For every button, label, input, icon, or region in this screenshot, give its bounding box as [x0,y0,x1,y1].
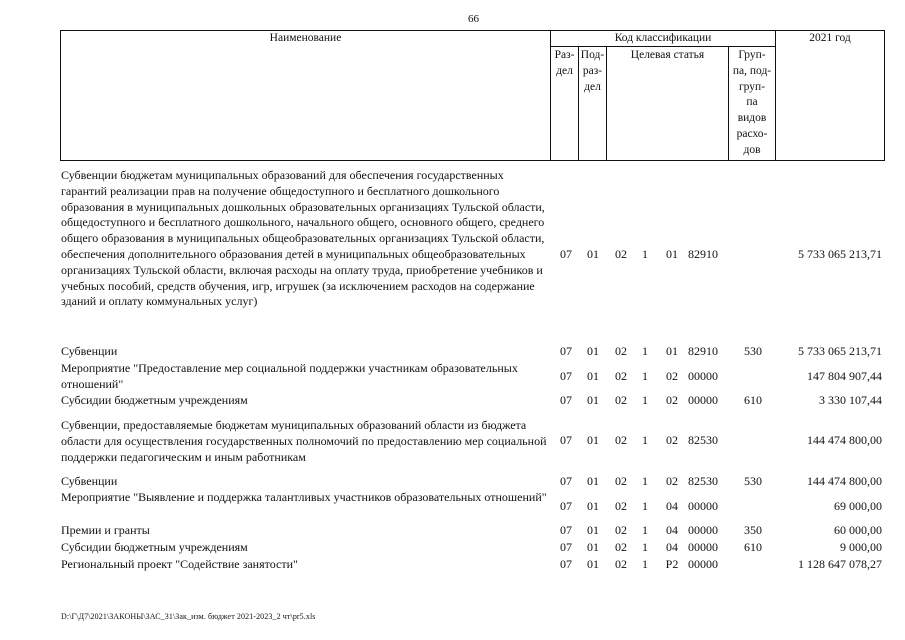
header-vid [729,48,775,159]
header-vid-line: Груп- [738,49,766,61]
row-name: Субсидии бюджетным учреждениям [61,540,248,554]
row-amount: 69 000,00 [834,499,882,513]
row-podrazdel: 01 [587,344,599,358]
row-program: 02 [615,499,627,513]
row-code: 00000 [688,499,718,513]
header-target: Целевая статья [630,49,705,61]
header-podrazdel-line: раз- [582,64,603,77]
row-code: 00000 [688,523,718,537]
header-vid-line: па, под- [732,64,772,77]
row-name: Субвенции бюджетам муниципальных образований для обеспечения государственных гарантий реализации прав на получение общедоступного и бесплатного дошкольного образования в муниципальных дошкольных образовательных организациях Тульской области, общедоступного и бесплатного дошкольного, начального общего, основного общего, среднего общего образования в муниципальных общеобразовательных организациях Тульской области, обеспечения дополнительного образования детей в муниципальных общеобразовательных организациях Тульской области, включая расходы на оплату труда, приобретение учебников и учебных пособий, средств обучения, игр, игрушек (за исключением расходов на содержание зданий и оплату коммунальных услуг) [61,168,545,309]
header-classification: Код классификации [614,32,712,44]
row-subprogram: 1 [642,523,648,537]
row-name: Субвенции [61,474,118,488]
page-number: 66 [468,13,479,25]
row-razdel: 07 [560,344,572,358]
row-program: 02 [615,247,627,261]
header-vid-line: видов [737,112,767,125]
row-amount: 3 330 107,44 [819,393,882,407]
header-year: 2021 год [809,32,851,44]
row-direction: 02 [666,433,678,447]
row-vid: 530 [744,474,762,488]
row-direction: 02 [666,393,678,407]
row-direction: 01 [666,344,678,358]
row-program: 02 [615,393,627,407]
header-podrazdel-line: Под- [580,49,605,61]
row-razdel: 07 [560,393,572,407]
row-code: 82530 [688,433,718,447]
row-name: Премии и гранты [61,523,150,537]
row-code: 00000 [688,369,718,383]
header-vid-line: груп- [738,80,766,93]
row-amount: 144 474 800,00 [807,474,882,488]
header-vid-line: расхо- [736,127,768,140]
row-subprogram: 1 [642,344,648,358]
row-razdel: 07 [560,557,572,571]
row-code: 00000 [688,393,718,407]
header-podrazdel-line: дел [584,80,601,93]
row-amount: 5 733 065 213,71 [798,344,882,358]
header-razdel-line: Раз- [554,49,575,61]
row-subprogram: 1 [642,540,648,554]
row-podrazdel: 01 [587,247,599,261]
row-code: 00000 [688,557,718,571]
row-subprogram: 1 [642,369,648,383]
row-podrazdel: 01 [587,474,599,488]
row-code: 82530 [688,474,718,488]
row-program: 02 [615,540,627,554]
row-name: Мероприятие "Выявление и поддержка талантливых участников образовательных отношений" [61,490,547,504]
row-program: 02 [615,344,627,358]
row-name: Субвенции, предоставляемые бюджетам муниципальных образований области из бюджета области для осуществления государственных полномочий по предоставлению мер социальной поддержки педагогическим и иным работникам [61,418,547,464]
row-amount: 5 733 065 213,71 [798,247,882,261]
header-divider [775,30,776,161]
row-direction: 02 [666,369,678,383]
row-direction: P2 [665,557,679,571]
header-vid-line: па [746,96,758,109]
row-razdel: 07 [560,433,572,447]
row-direction: 04 [666,523,678,537]
row-vid: 350 [744,523,762,537]
row-program: 02 [615,433,627,447]
row-subprogram: 1 [642,499,648,513]
row-podrazdel: 01 [587,540,599,554]
row-vid: 610 [744,540,762,554]
row-podrazdel: 01 [587,393,599,407]
header-razdel-line: дел [556,64,573,77]
row-razdel: 07 [560,523,572,537]
row-direction: 04 [666,540,678,554]
row-name: Мероприятие "Предоставление мер социальной поддержки участникам образовательных отношений" [61,361,518,391]
row-amount: 144 474 800,00 [807,433,882,447]
row-vid: 610 [744,393,762,407]
row-amount: 1 128 647 078,27 [798,557,882,571]
row-podrazdel: 01 [587,557,599,571]
header-razdel [551,48,578,80]
row-razdel: 07 [560,369,572,383]
row-podrazdel: 01 [587,433,599,447]
header-name: Наименование [269,32,342,44]
header-vid-line: дов [743,143,761,156]
row-subprogram: 1 [642,557,648,571]
row-code: 82910 [688,344,718,358]
row-direction: 02 [666,474,678,488]
row-amount: 60 000,00 [834,523,882,537]
row-vid: 530 [744,344,762,358]
row-razdel: 07 [560,499,572,513]
row-direction: 01 [666,247,678,261]
row-amount: 9 000,00 [840,540,882,554]
header-podrazdel [579,48,606,95]
row-program: 02 [615,474,627,488]
row-podrazdel: 01 [587,499,599,513]
row-program: 02 [615,523,627,537]
file-path-footer: D:\Г\Д7\2021\ЗАКОНЫ\ЗАС_31\Зак_изм. бюджет 2021-2023_2 чт\pr5.xls [61,612,316,621]
row-amount: 147 804 907,44 [807,369,882,383]
row-code: 82910 [688,247,718,261]
row-name: Субвенции [61,344,118,358]
row-subprogram: 1 [642,433,648,447]
row-subprogram: 1 [642,474,648,488]
row-subprogram: 1 [642,393,648,407]
row-razdel: 07 [560,474,572,488]
row-program: 02 [615,369,627,383]
row-razdel: 07 [560,247,572,261]
row-podrazdel: 01 [587,523,599,537]
row-podrazdel: 01 [587,369,599,383]
row-direction: 04 [666,499,678,513]
row-razdel: 07 [560,540,572,554]
row-program: 02 [615,557,627,571]
row-name: Субсидии бюджетным учреждениям [61,393,248,407]
row-name: Региональный проект "Содействие занятости" [61,557,298,571]
row-code: 00000 [688,540,718,554]
row-subprogram: 1 [642,247,648,261]
